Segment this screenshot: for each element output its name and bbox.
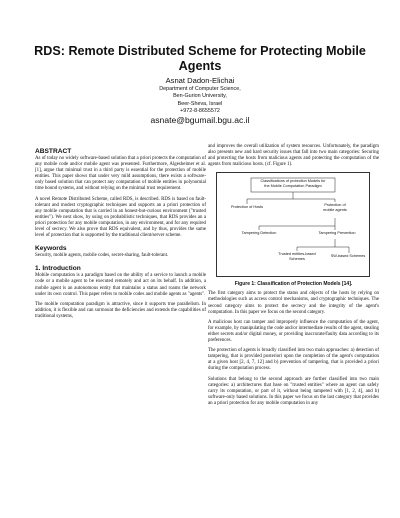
right-column: [208, 144, 379, 407]
abstract-heading: ABSTRACT: [35, 148, 72, 155]
figure-caption: Figure 1: Classification of Protection Models [14].: [234, 281, 353, 288]
abstract-paragraph-1: As of today no widely software-based solution that a priori protects the computation of any mobile code and/or mobile agent was presented. Furthermore, Algesheimer et al. [1], argue that minimal trust in a third party is essential for the protection of mobile entities. This paper shows that under very mild assumptions, there exists a software-only based solution that can protect any computation of mobile entities in polynomial time bound systems, and without relying on the minimal trust requirement.: [35, 156, 206, 192]
sw-node: SW-based Schemes: [330, 254, 366, 259]
introduction-paragraph-1: Mobile computation is a paradigm based on the ability of a service to launch a mobile code or a mobile agent to be executed remotely and act on its behalf. In addition, a mobile agent is an autonomous entity that maintains a status and roams the network under its own control. This paper refers to mobile codes and mobile agents as "agents".: [35, 273, 206, 297]
right-paragraph-3: A malicious host can tamper and improperly influence the computation of the agent, for example, by manipulating the code and/or intermediate results of the agent, stealing either secrets and/or digital money, or providing inaccurate/faulty data according to its preferences.: [208, 319, 379, 344]
author-block: [60, 76, 340, 126]
agents-node-line-2: mobile agents: [323, 207, 347, 212]
paper-title: RDS: Remote Distributed Scheme for Protecting Mobile Agents: [34, 44, 366, 73]
hosts-node: Protection of Hosts: [230, 205, 264, 210]
author-university: Ben-Gurion University,: [173, 93, 227, 100]
trusted-node-line-2: Schemes: [289, 256, 305, 261]
agents-node: [313, 203, 357, 212]
introduction-paragraph-2: The mobile computation paradigm is attractive, since it supports true parallelism. In addition, it is flexible and can surmount the deficiencies and extends the capabilities of traditional systems,: [35, 301, 206, 319]
author-city: Beer-Sheva, Israel: [177, 100, 223, 107]
root-node-line-2: the Mobile Computation Paradigm: [264, 183, 322, 188]
right-paragraph-2: The first category aims to protect the status and objects of the hosts by relying on methodologies such as access control mechanisms, and cryptographic techniques. The second category aims to protect the secrecy and the integrity of the agent's computation. In this paper we focus on the second category.: [208, 291, 379, 315]
classification-figure: [216, 172, 370, 277]
root-node: [253, 179, 333, 188]
agents-node-line-1: Protection of: [324, 203, 346, 208]
right-paragraph-4: The protection of agents is broadly classified into two main approaches: a) detection of tampering, that is provided posteriori upon the completion of the agent's computation at a given host [2, 4, 7, 12] and b) prevention of tampering, that is provided a priori during the computation process.: [208, 348, 379, 372]
author-phone: +972-8-8655572: [180, 107, 220, 114]
author-name: Asnat Dadon-Elichai: [165, 76, 235, 85]
author-department: Department of Computer Science,: [159, 86, 241, 92]
root-node-line-1: Classifications of protection Models for: [260, 179, 326, 184]
detection-node: Tampering Detection: [241, 231, 277, 236]
introduction-heading: 1. Introduction: [35, 265, 81, 273]
right-paragraph-1: and improves the overall utilization of system resources. Unfortunately, the paradigm also presents new and hard security issues that fall into two main categories: Securing and protecting the hosts from malicious agents and protecting the computation of the agents from malicious hosts. (cf. Figure 1).: [208, 144, 379, 168]
abstract-paragraph-2: A novel Remote Distributed Scheme, called RDS, is described. RDS is based on fault-tolerant and modest cryptographic techniques and supports an a priori protection of any mobile computation that is carried in an honest-but-curious environment ("trusted entities"). We next show, by using on probabilistic techniques, that RDS provides an a priori protection for any mobile computation, in any environment, and for any required level of secrecy. We also prove that RDS equivalent, and by thus, provides the same level of protection that is supported by the traditional client/server scheme.: [35, 196, 206, 239]
author-email: asnate@bgumail.bgu.ac.il: [150, 115, 250, 126]
right-paragraph-5: Solutions that belong to the second approach are further classified into two main categories: a) architectures that base on "trusted entities" where an agent can safely carry its computation, or part of it, without being tampered with [1, 2, 4], and b) software-only based solutions. In this paper we focus on the last category that provides an a priori protection for any mobile computation in any: [208, 376, 379, 406]
prevention-node: Tampering Prevention: [318, 231, 356, 236]
keywords-heading: Keywords: [35, 245, 67, 253]
trusted-node-line-1: Trusted entities-based: [278, 252, 316, 257]
trusted-node: [273, 252, 321, 261]
left-column: [35, 147, 206, 320]
keywords-text: Security, mobile agents, mobile codes, secret-sharing, fault-tolerant.: [35, 253, 169, 259]
